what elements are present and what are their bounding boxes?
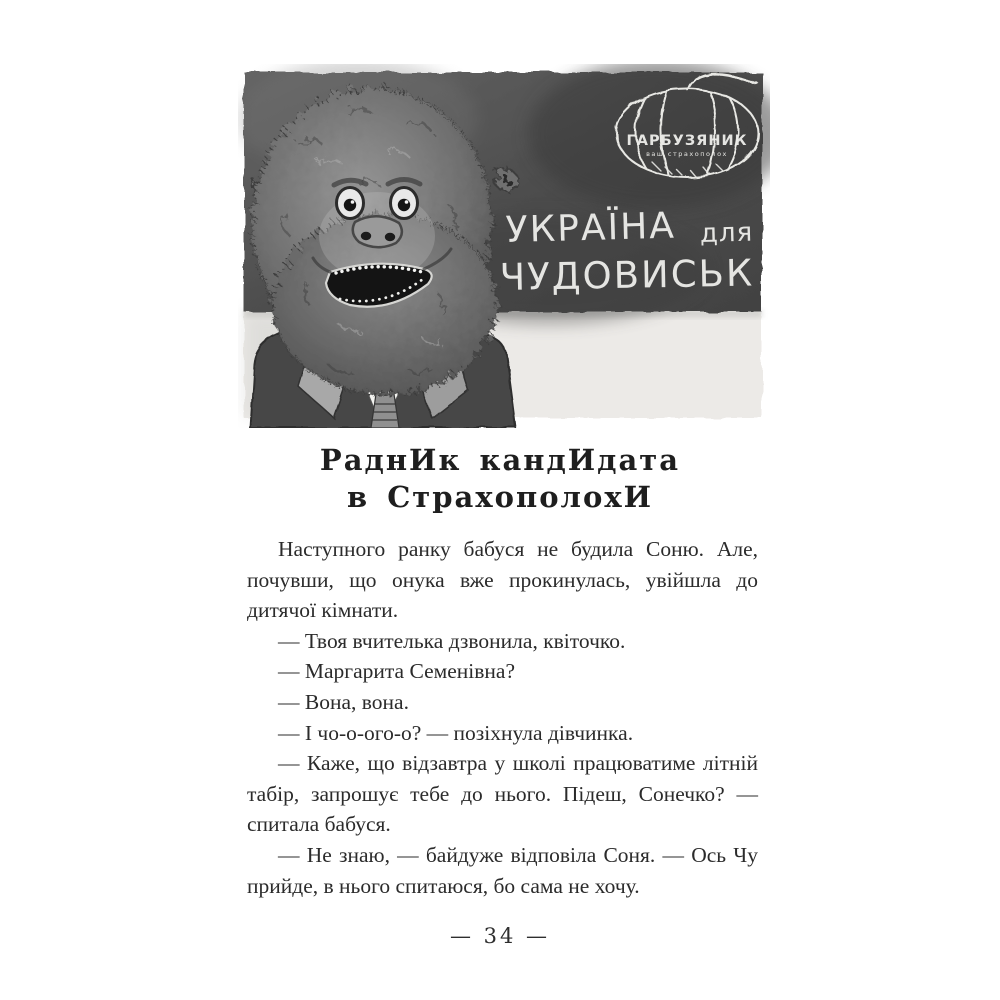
- paragraph: — Вона, вона.: [278, 689, 409, 714]
- chapter-illustration: [238, 64, 770, 428]
- story-text: [247, 534, 758, 901]
- paragraph: — Не знаю, — байдуже відповіла Соня. — Ось Чу прийде, в нього спитаюся, бо сама не хочу.: [247, 842, 758, 898]
- poster-word-dlia: для: [699, 217, 754, 249]
- paragraph: — Твоя вчителька дзвонила, квіточко.: [278, 628, 626, 653]
- paragraph: — І чо-о-ого-о? — позіхнула дівчинка.: [278, 720, 634, 745]
- poster-word-chudovysk: ЧУДОВИСЬК: [499, 251, 755, 299]
- chapter-title: [0, 442, 1000, 516]
- logo-tagline: ваш страхополох: [646, 150, 728, 158]
- chapter-title-line1: РаднИк кандИдата: [319, 443, 681, 477]
- paragraph: Наступного ранку бабуся не будила Соню. Але, почувши, що онука вже прокинулась, увійшла до дитячої кімнати.: [247, 537, 758, 623]
- logo-title: ГАРБУЗЯНИК: [626, 133, 748, 149]
- chapter-title-line2: в СтрахополохИ: [346, 480, 654, 514]
- paragraph: — Маргарита Семенівна?: [278, 659, 515, 684]
- page-number: — 34 —: [449, 924, 551, 948]
- paragraph: — Каже, що відзавтра у школі працюватиме літній табір, запрошує тебе до нього. Підеш, Сонечко? — спитала бабуся.: [247, 751, 758, 837]
- poster-word-ukraina: УКРАЇНА: [505, 205, 677, 252]
- monster-nose: [353, 216, 402, 247]
